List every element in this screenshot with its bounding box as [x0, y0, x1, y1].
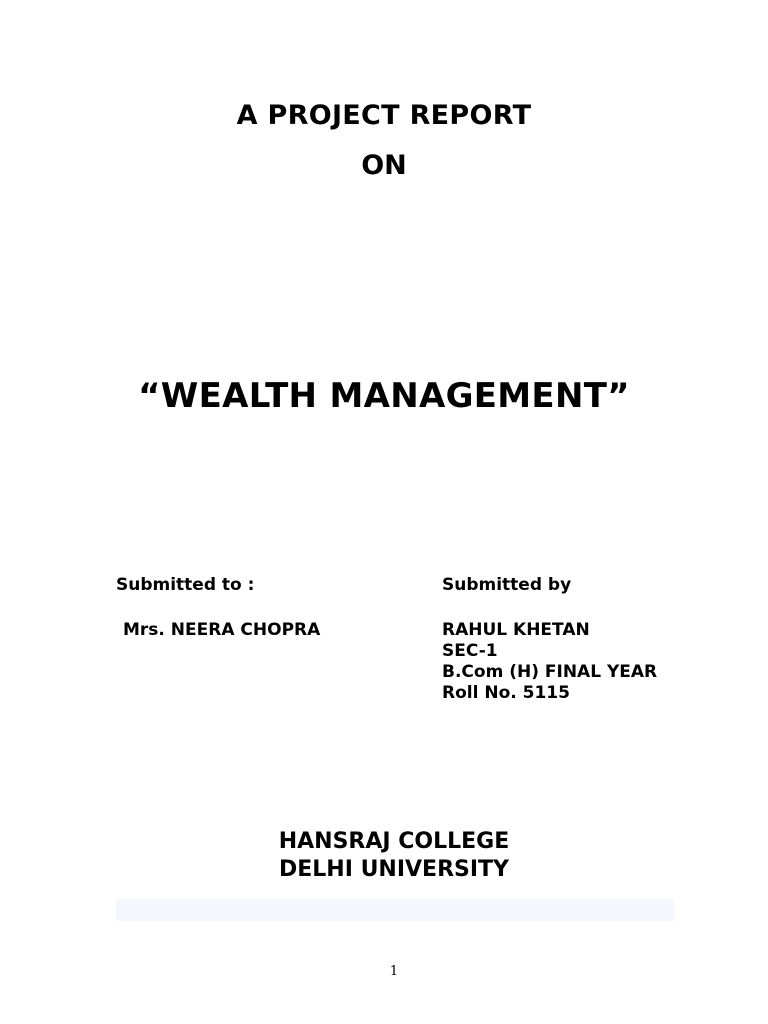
- guide-name: Mrs. NEERA CHOPRA: [123, 620, 321, 640]
- shaded-band: [116, 899, 674, 921]
- student-section: SEC-1: [442, 641, 498, 661]
- student-name: RAHUL KHETAN: [442, 620, 590, 640]
- submitted-to-label: Submitted to :: [116, 575, 255, 595]
- student-roll-number: Roll No. 5115: [442, 683, 570, 703]
- project-title: “WEALTH MANAGEMENT”: [138, 376, 630, 416]
- student-course: B.Com (H) FINAL YEAR: [442, 662, 658, 682]
- institution-block: [0, 828, 768, 884]
- university-name: DELHI UNIVERSITY: [279, 857, 509, 882]
- submitted-by-label: Submitted by: [442, 575, 572, 595]
- report-heading-on: ON: [361, 150, 407, 181]
- college-name: HANSRAJ COLLEGE: [278, 829, 510, 854]
- student-details: [442, 620, 657, 704]
- page-number: 1: [389, 964, 399, 979]
- report-heading: A PROJECT REPORT: [236, 100, 532, 131]
